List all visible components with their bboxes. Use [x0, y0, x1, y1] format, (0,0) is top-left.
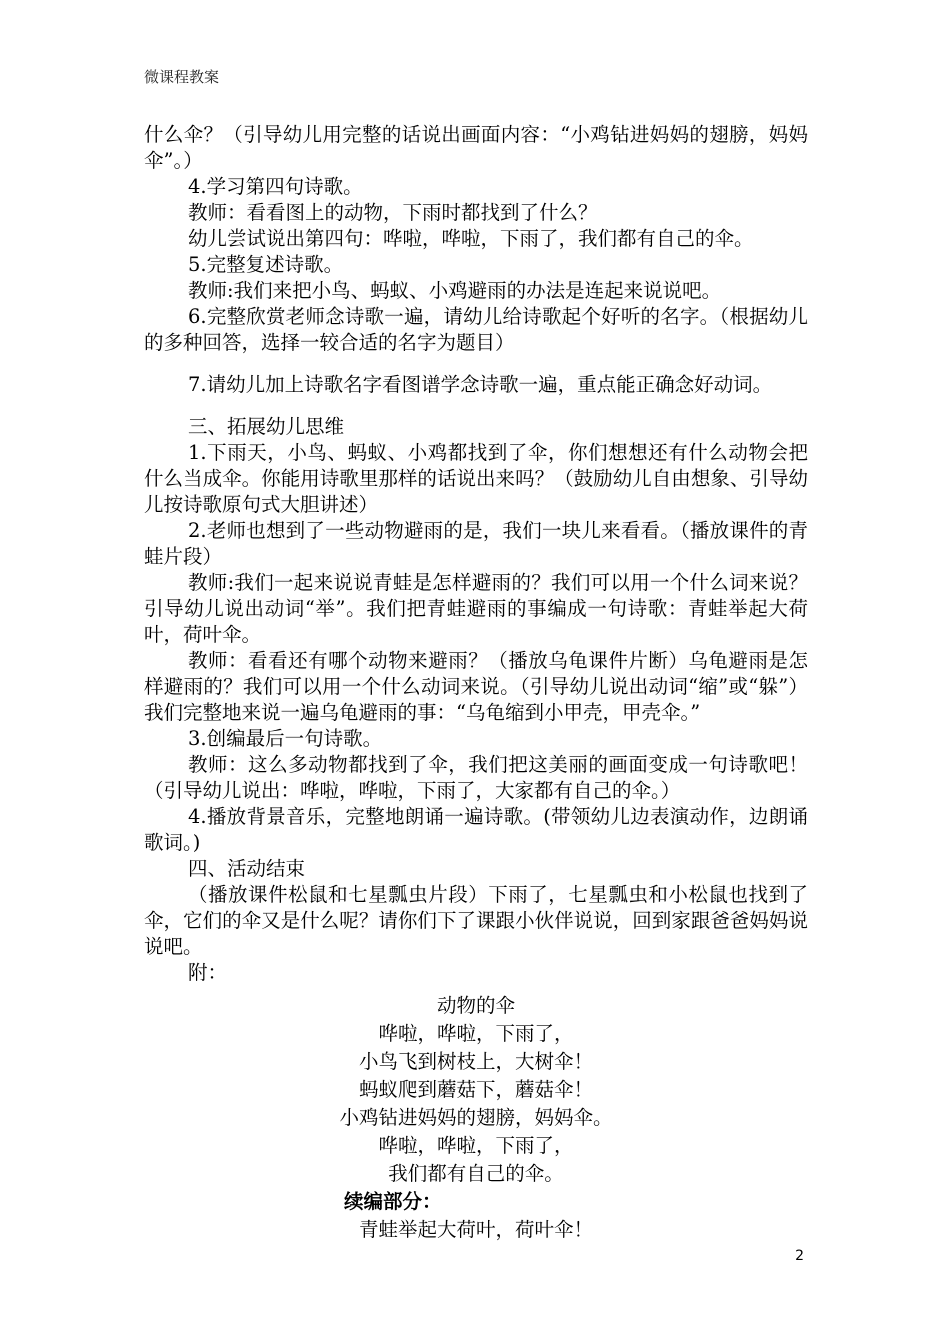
paragraph: 1.下雨天，小鸟、蚂蚁、小鸡都找到了伞，你们想想还有什么动物会把什么当成伞。你能用诗歌里那样的话说出来吗？（鼓励幼儿自由想象、引导幼儿按诗歌原句式大胆讲述） — [144, 441, 808, 516]
poem — [144, 992, 808, 1244]
paragraph: 什么伞？（引导幼儿用完整的话说出画面内容：“小鸡钻进妈妈的翅膀，妈妈伞”。） — [144, 123, 808, 172]
paragraph: 教师：看看还有哪个动物来避雨？（播放乌龟课件片断）乌龟避雨是怎样避雨的？我们可以用一个什么动词来说。（引导幼儿说出动词“缩”或“躲”）我们完整地来说一遍乌龟避雨的事：“乌龟缩到小甲壳，甲壳伞。” — [144, 649, 808, 724]
page-number: 2 — [795, 1248, 804, 1264]
paragraph: （播放课件松鼠和七星瓢虫片段）下雨了，七星瓢虫和小松鼠也找到了伞，它们的伞又是什么呢？请你们下了课跟小伙伴说说，回到家跟爸爸妈妈说说吧。 — [144, 883, 808, 958]
section-heading: 四、活动结束 — [188, 857, 306, 880]
continuation-label: 续编部分： — [344, 1190, 442, 1213]
document-body — [144, 122, 808, 1244]
paragraph: 教师:我们来把小鸟、蚂蚁、小鸡避雨的办法是连起来说说吧。 — [188, 279, 722, 302]
poem-line: 哗啦，哗啦，下雨了， — [378, 1022, 574, 1045]
paragraph: 2.老师也想到了一些动物避雨的是，我们一块儿来看看。（播放课件的青蛙片段） — [144, 519, 808, 568]
section-heading: 三、拓展幼儿思维 — [188, 415, 345, 438]
document-header: 微课程教案 — [144, 68, 220, 86]
poem-line: 哗啦，哗啦，下雨了， — [378, 1134, 574, 1157]
poem-line: 小鸟飞到树枝上，大树伞！ — [358, 1050, 593, 1073]
paragraph: 教师：这么多动物都找到了伞，我们把这美丽的画面变成一句诗歌吧！（引导幼儿说出：哗啦，哗啦，下雨了，大家都有自己的伞。） — [144, 753, 808, 802]
poem-line: 我们都有自己的伞。 — [388, 1162, 564, 1185]
paragraph: 教师：看看图上的动物，下雨时都找到了什么？ — [188, 201, 598, 224]
paragraph: 4.播放背景音乐，完整地朗诵一遍诗歌。(带领幼儿边表演动作，边朗诵歌词。) — [144, 805, 808, 854]
poem-title: 动物的伞 — [436, 994, 515, 1017]
paragraph: 6.完整欣赏老师念诗歌一遍，请幼儿给诗歌起个好听的名字。（根据幼儿的多种回答，选择一较合适的名字为题目） — [144, 305, 808, 354]
paragraph: 4.学习第四句诗歌。 — [188, 175, 363, 198]
paragraph: 3.创编最后一句诗歌。 — [188, 727, 383, 750]
poem-line: 蚂蚁爬到蘑菇下，蘑菇伞！ — [358, 1078, 593, 1101]
paragraph: 7.请幼儿加上诗歌名字看图谱学念诗歌一遍，重点能正确念好动词。 — [188, 373, 773, 396]
continuation-line: 青蛙举起大荷叶，荷叶伞！ — [358, 1218, 593, 1241]
poem-line: 小鸡钻进妈妈的翅膀，妈妈伞。 — [339, 1106, 613, 1129]
paragraph: 幼儿尝试说出第四句：哗啦，哗啦，下雨了，我们都有自己的伞。 — [188, 227, 754, 250]
appendix-label: 附： — [188, 961, 228, 984]
paragraph: 教师:我们一起来说说青蛙是怎样避雨的？我们可以用一个什么词来说？引导幼儿说出动词“举”。我们把青蛙避雨的事编成一句诗歌：青蛙举起大荷叶，荷叶伞。 — [144, 571, 808, 646]
paragraph: 5.完整复述诗歌。 — [188, 253, 344, 276]
